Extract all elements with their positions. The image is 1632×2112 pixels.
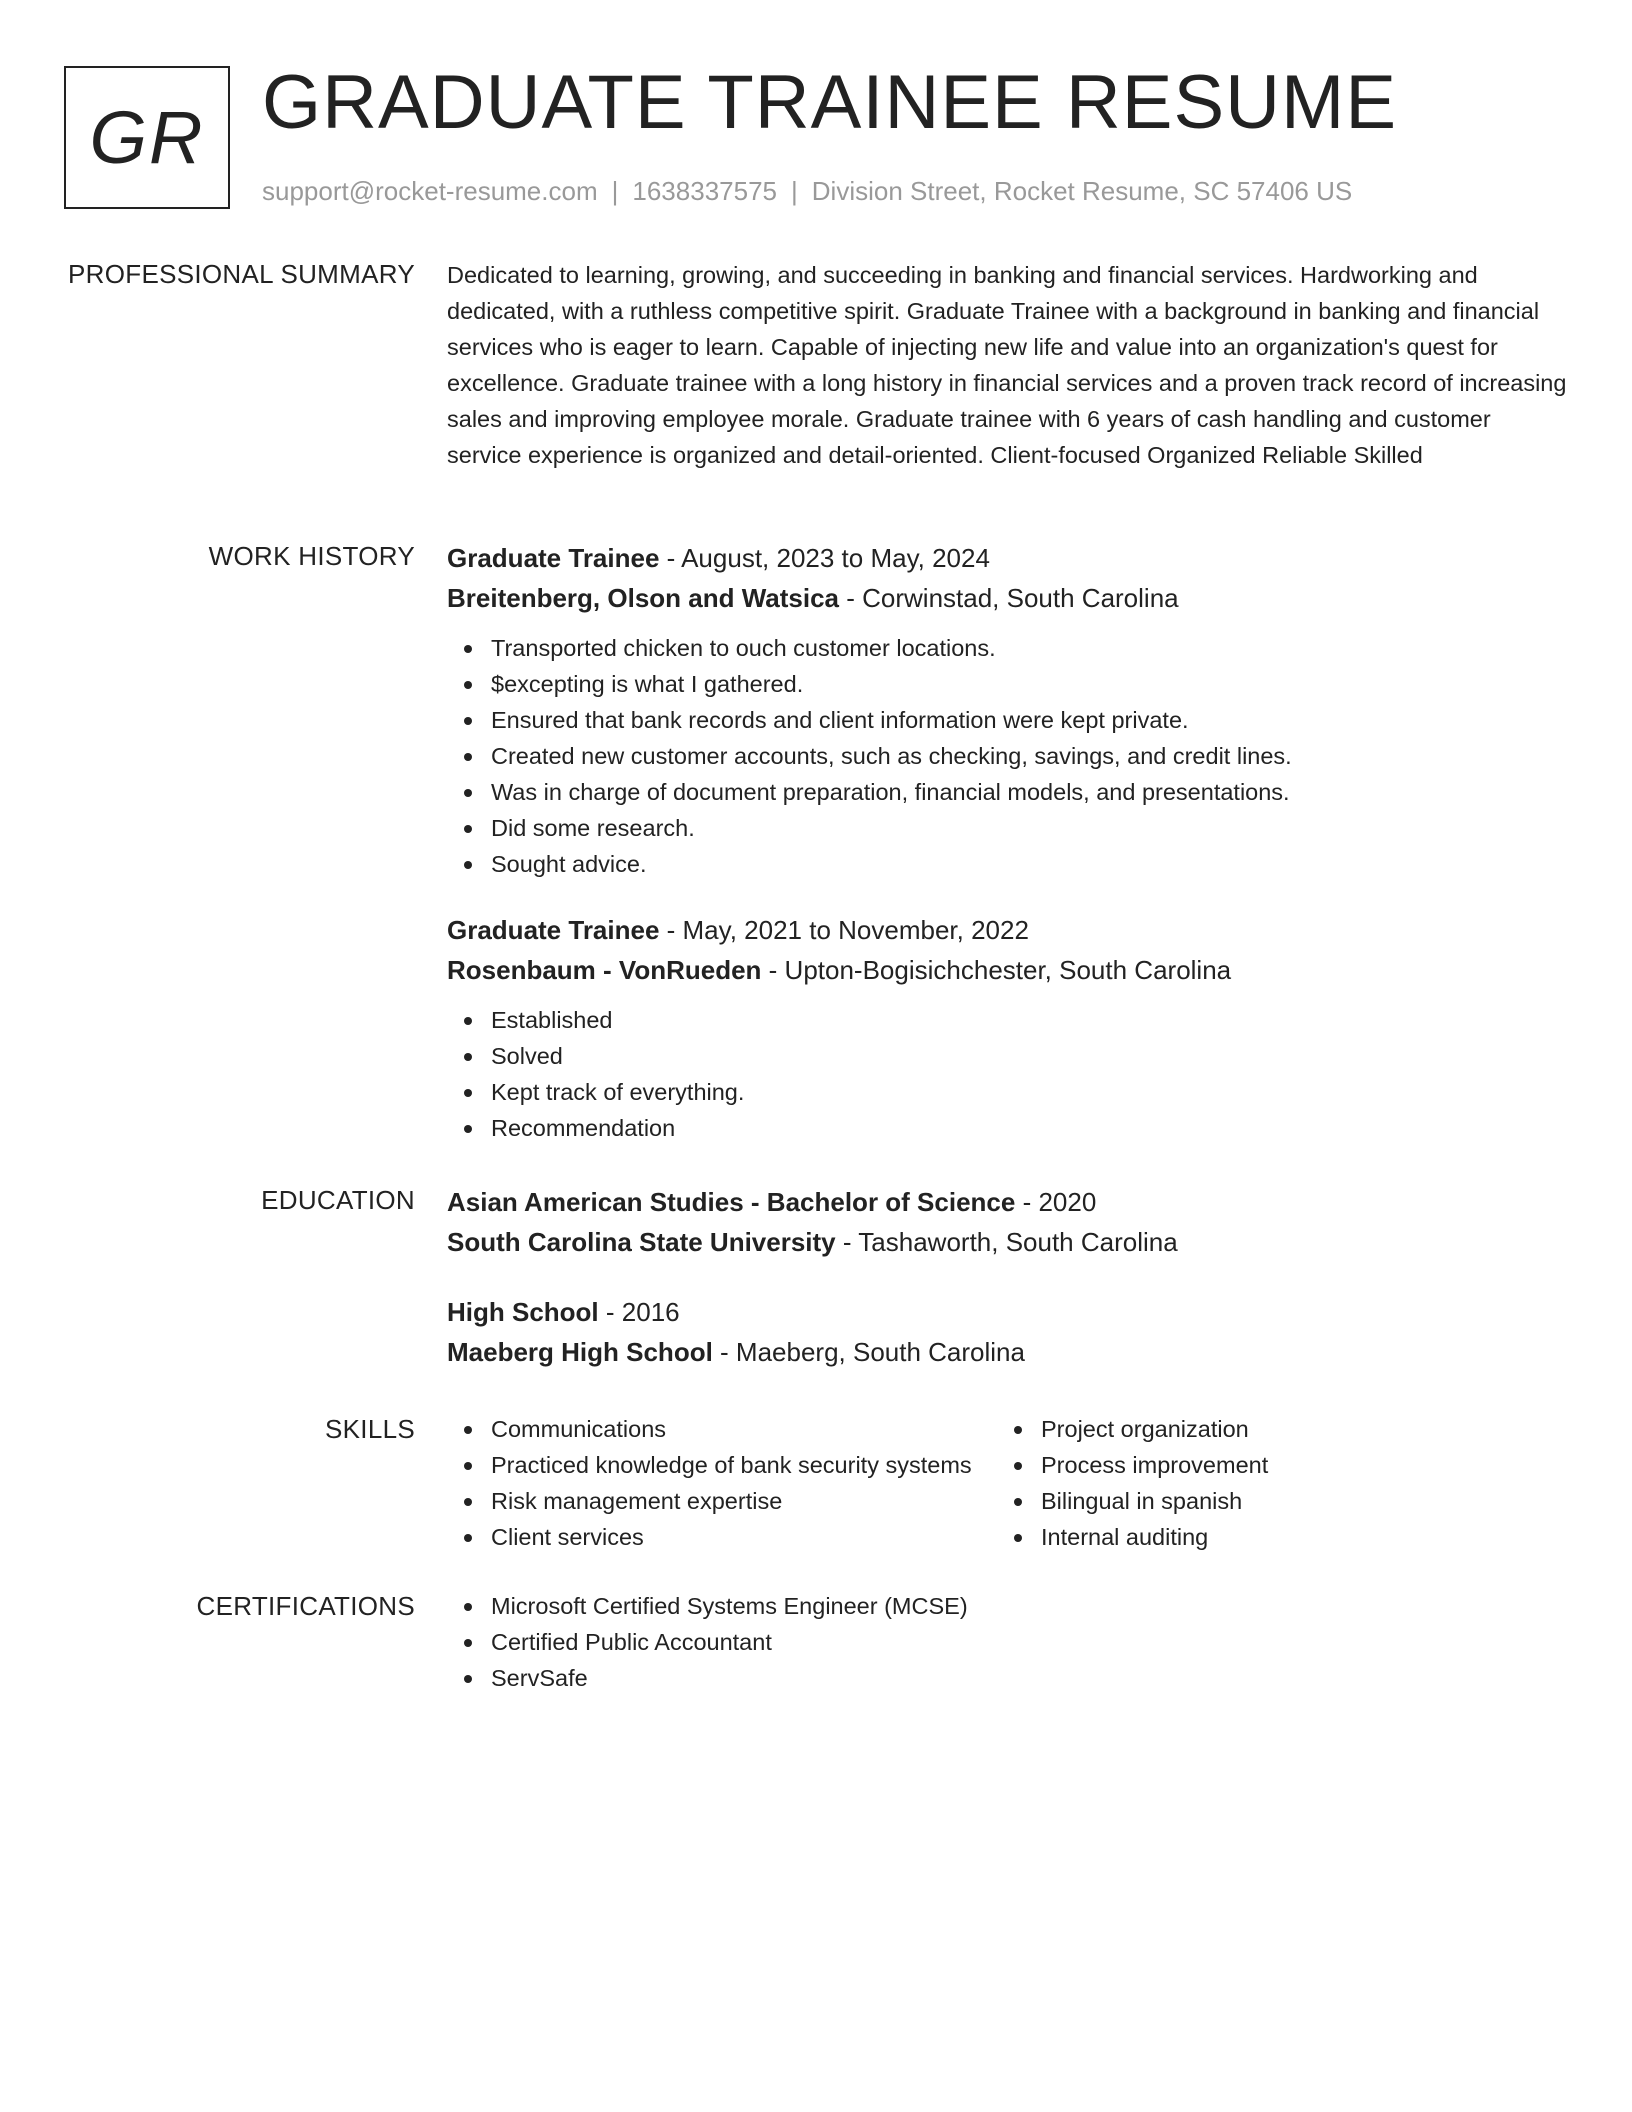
list-item: Transported chicken to ouch customer locations. — [447, 630, 1567, 666]
section-heading: EDUCATION — [261, 1185, 415, 1215]
contact-address: Division Street, Rocket Resume, SC 57406 US — [811, 176, 1353, 206]
list-item: Did some research. — [447, 810, 1567, 846]
summary-body — [447, 256, 1567, 473]
job-title: Graduate Trainee — [447, 915, 660, 945]
list-item: Recommendation — [447, 1110, 1567, 1146]
certifications-body — [447, 1588, 1567, 1696]
job-dates: - August, 2023 to May, 2024 — [659, 543, 990, 573]
school-name: Maeberg High School — [447, 1337, 713, 1367]
section-heading: CERTIFICATIONS — [196, 1591, 415, 1621]
education-entry — [447, 1182, 1567, 1262]
job-location: - Upton-Bogisichchester, South Carolina — [761, 955, 1232, 985]
contact-email[interactable]: support@rocket-resume.com — [262, 176, 598, 206]
education-entry — [447, 1292, 1567, 1372]
resume-title: GRADUATE TRAINEE RESUME — [262, 60, 1398, 145]
degree-name: Asian American Studies - Bachelor of Science — [447, 1187, 1016, 1217]
list-item: Solved — [447, 1038, 1567, 1074]
list-item: Created new customer accounts, such as checking, savings, and credit lines. — [447, 738, 1567, 774]
job-title: Graduate Trainee — [447, 543, 660, 573]
list-item: Ensured that bank records and client information were kept private. — [447, 702, 1567, 738]
contact-phone[interactable]: 1638337575 — [632, 176, 777, 206]
job-dates: - May, 2021 to November, 2022 — [659, 915, 1029, 945]
work-history-body — [447, 538, 1567, 1146]
job-company: Breitenberg, Olson and Watsica — [447, 583, 840, 613]
job-company: Rosenbaum - VonRueden — [447, 955, 762, 985]
job-title-line — [447, 538, 1567, 578]
job-entry — [447, 538, 1567, 882]
section-heading: PROFESSIONAL SUMMARY — [68, 259, 415, 289]
list-item: Communications — [447, 1411, 997, 1447]
list-item: Internal auditing — [997, 1519, 1497, 1555]
list-item: Process improvement — [997, 1447, 1497, 1483]
summary-text: Dedicated to learning, growing, and succeeding in banking and financial services. Hardworking and dedicated, with a ruthless competitive spirit. Graduate Trainee with a background in banking and financial services who is eager to learn. Capable of injecting new life and value into an organization's quest for excellence. Graduate trainee with a long history in financial services and a proven track record of increasing sales and improving employee morale. Graduate trainee with 6 years of cash handling and customer service experience is organized and detail-oriented. Client-focused Organized Reliable Skilled — [447, 262, 1567, 468]
degree-line — [447, 1182, 1567, 1222]
list-item: Project organization — [997, 1411, 1497, 1447]
list-item: Established — [447, 1002, 1567, 1038]
degree-line — [447, 1292, 1567, 1332]
education-body — [447, 1182, 1567, 1372]
monogram-box — [64, 66, 230, 209]
contact-separator: | — [611, 176, 619, 206]
degree-year: - 2020 — [1015, 1187, 1097, 1217]
section-heading: WORK HISTORY — [208, 541, 415, 571]
job-duties-list — [447, 630, 1567, 882]
monogram-initials: GR — [89, 96, 205, 179]
job-location: - Corwinstad, South Carolina — [839, 583, 1179, 613]
list-item: Was in charge of document preparation, financial models, and presentations. — [447, 774, 1567, 810]
job-duties-list — [447, 1002, 1567, 1146]
certifications-list — [447, 1588, 1567, 1696]
list-item: ServSafe — [447, 1660, 1567, 1696]
section-heading: SKILLS — [325, 1414, 415, 1444]
list-item: Kept track of everything. — [447, 1074, 1567, 1110]
school-location: - Tashaworth, South Carolina — [835, 1227, 1178, 1257]
list-item: Practiced knowledge of bank security systems — [447, 1447, 997, 1483]
school-line — [447, 1222, 1567, 1262]
contact-line — [262, 174, 1352, 208]
list-item: $excepting is what I gathered. — [447, 666, 1567, 702]
job-company-line — [447, 578, 1567, 618]
list-item: Client services — [447, 1519, 997, 1555]
skills-list — [447, 1411, 997, 1555]
degree-year: - 2016 — [598, 1297, 680, 1327]
job-title-line — [447, 910, 1567, 950]
degree-name: High School — [447, 1297, 599, 1327]
school-location: - Maeberg, South Carolina — [712, 1337, 1025, 1367]
list-item: Certified Public Accountant — [447, 1624, 1567, 1660]
school-name: South Carolina State University — [447, 1227, 836, 1257]
list-item: Microsoft Certified Systems Engineer (MCSE) — [447, 1588, 1567, 1624]
school-line — [447, 1332, 1567, 1372]
list-item: Risk management expertise — [447, 1483, 997, 1519]
job-company-line — [447, 950, 1567, 990]
list-item: Bilingual in spanish — [997, 1483, 1497, 1519]
skills-columns — [447, 1411, 1567, 1555]
job-entry — [447, 910, 1567, 1146]
skills-body — [447, 1411, 1567, 1555]
skills-list — [997, 1411, 1497, 1555]
list-item: Sought advice. — [447, 846, 1567, 882]
contact-separator: | — [791, 176, 798, 206]
